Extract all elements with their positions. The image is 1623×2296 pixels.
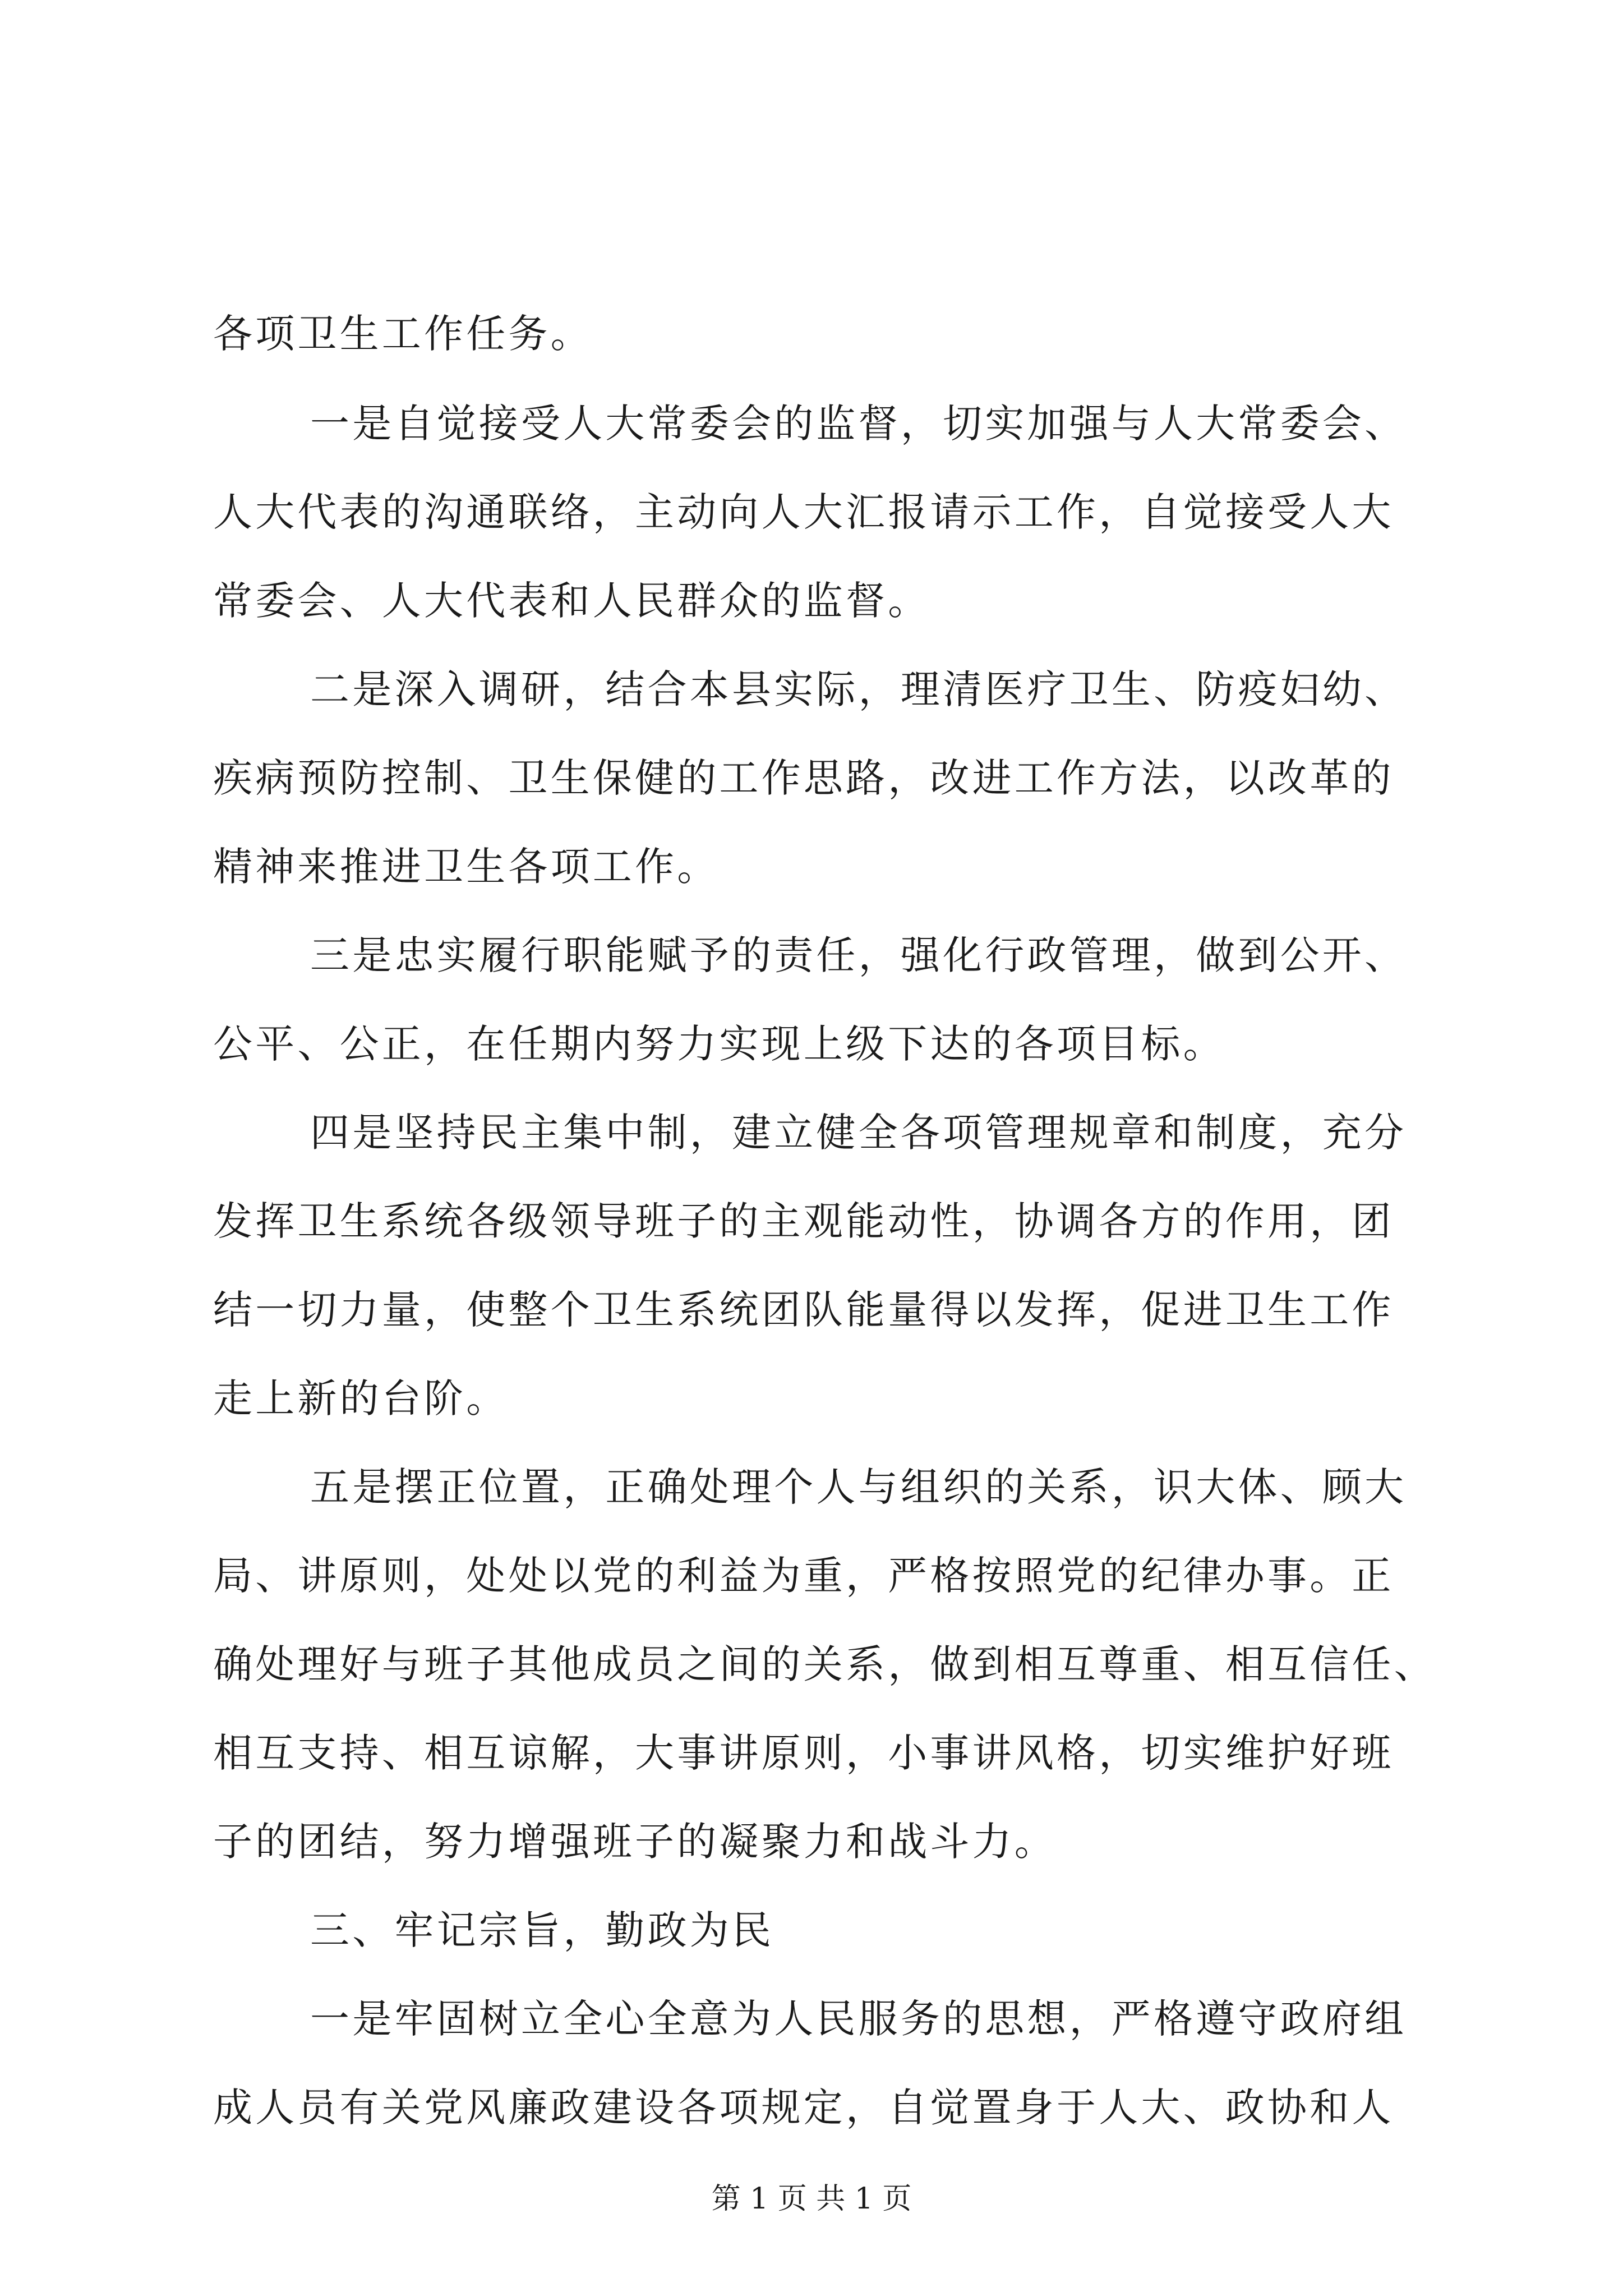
text-line-1: 各项卫生工作任务。 (213, 311, 593, 357)
section-heading: 三、牢记宗旨，勤政为民 (310, 1907, 774, 1953)
paragraph-6-line-2: 成人员有关党风廉政建设各项规定，自觉置身于人大、政协和人 (213, 2085, 1394, 2131)
paragraph-5-line-1: 五是摆正位置，正确处理个人与组织的关系，识大体、顾大 (310, 1464, 1407, 1510)
paragraph-6-line-1: 一是牢固树立全心全意为人民服务的思想，严格遵守政府组 (310, 1996, 1407, 2042)
paragraph-2-line-3: 精神来推进卫生各项工作。 (213, 844, 720, 890)
page-footer: 第 1 页 共 1 页 (711, 2182, 912, 2216)
paragraph-3-line-2: 公平、公正，在任期内努力实现上级下达的各项目标。 (213, 1021, 1225, 1067)
paragraph-4-line-4: 走上新的台阶。 (213, 1375, 509, 1421)
paragraph-4-line-2: 发挥卫生系统各级领导班子的主观能动性，协调各方的作用，团 (213, 1198, 1394, 1244)
paragraph-2-line-1: 二是深入调研，结合本县实际，理清医疗卫生、防疫妇幼、 (310, 666, 1407, 712)
paragraph-1-line-2: 人大代表的沟通联络，主动向人大汇报请示工作，自觉接受人大 (213, 489, 1394, 535)
paragraph-4-line-3: 结一切力量，使整个卫生系统团队能量得以发挥，促进卫生工作 (213, 1287, 1394, 1333)
paragraph-5-line-3: 确处理好与班子其他成员之间的关系，做到相互尊重、相互信任、 (213, 1641, 1436, 1687)
paragraph-5-line-5: 子的团结，努力增强班子的凝聚力和战斗力。 (213, 1819, 1057, 1865)
paragraph-2-line-2: 疾病预防控制、卫生保健的工作思路，改进工作方法，以改革的 (213, 755, 1394, 801)
paragraph-5-line-4: 相互支持、相互谅解，大事讲原则，小事讲风格，切实维护好班 (213, 1730, 1394, 1776)
paragraph-1-line-3: 常委会、人大代表和人民群众的监督。 (213, 578, 930, 624)
paragraph-1-line-1: 一是自觉接受人大常委会的监督，切实加强与人大常委会、 (310, 401, 1407, 447)
paragraph-4-line-1: 四是坚持民主集中制，建立健全各项管理规章和制度，充分 (310, 1110, 1407, 1156)
paragraph-3-line-1: 三是忠实履行职能赋予的责任，强化行政管理，做到公开、 (310, 932, 1407, 978)
paragraph-5-line-2: 局、讲原则，处处以党的利益为重，严格按照党的纪律办事。正 (213, 1553, 1394, 1599)
